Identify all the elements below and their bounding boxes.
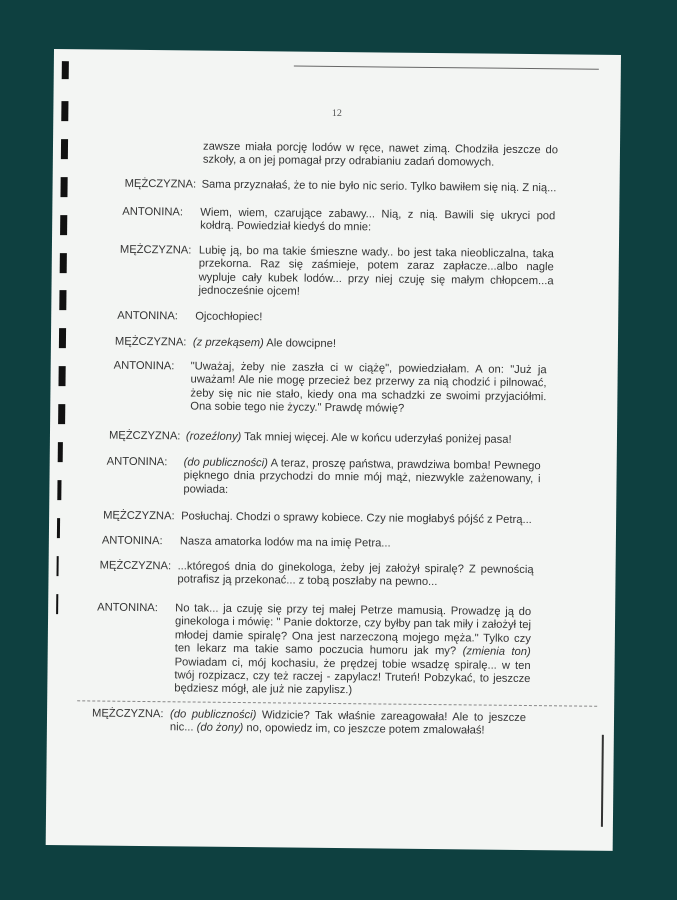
page-number: 12	[331, 107, 342, 120]
script-entry	[52, 205, 619, 234]
binding-hole	[58, 442, 63, 462]
stage-direction: (do żony)	[196, 721, 244, 735]
script-entry	[51, 359, 618, 415]
binding-hole	[61, 139, 68, 159]
binding-hole	[60, 253, 67, 273]
dialogue-line	[170, 708, 526, 739]
binding-hole	[59, 290, 66, 310]
script-entry	[52, 243, 619, 298]
binding-hole	[58, 404, 65, 424]
script-entry	[49, 534, 616, 550]
binding-hole	[57, 480, 61, 500]
speaker-label: ANTONINA:	[106, 455, 168, 469]
dialogue-line	[186, 430, 546, 447]
script-entry	[51, 335, 618, 350]
dialogue-line: zawsze miała porcję lodów w ręce, nawet zimą. Chodziła jeszcze do szkoły, a on jej pomagał przy odrabianiu zadań domowych.	[202, 140, 559, 170]
dialogue-text: no, opowiedz im, co jeszcze potem zmalowałaś!	[246, 722, 485, 737]
dialogue-line: Ojcochłopiec!	[195, 310, 263, 324]
script-entry	[47, 707, 614, 737]
speaker-label: ANTONINA:	[101, 534, 163, 548]
binding-hole	[60, 177, 67, 197]
dialogue-text: Widzicie? Tak właśnie zareagowała! Ale to jeszcze nic...	[169, 709, 527, 734]
speaker-label: MĘŻCZYZNA:	[91, 707, 164, 721]
speaker-label: MĘŻCZYZNA:	[124, 177, 197, 191]
script-entry	[50, 455, 617, 496]
stage-direction: (do publiczności)	[169, 708, 257, 722]
script-entry	[48, 601, 615, 697]
speaker-label: ANTONINA:	[122, 205, 184, 219]
top-rule	[294, 66, 599, 70]
dialogue-text: Powiadam ci, mój kochasiu, że prędzej tobie wsadzę spiralę... w ten twój rozpizacz, czy też raczej - zapylacz! Truteń! Pobzykać, to jeszcze będziesz mógł, ale już nie zapylisz.)	[174, 655, 531, 697]
margin-mark	[601, 735, 604, 827]
dialogue-line: "Uważaj, żeby nie zaszła ci w ciążę", powiedziałam. A on: "Już ja uważam! Ale nie mogę przecież bez przerwy za nią chodzić i pilnować, żeby się nic nie stało, kiedy ona ma schadzki ze swoimi przyjaciółmi. Ona sobie tego nie życzy." Prawdę mówię?	[190, 360, 547, 415]
script-entry	[53, 177, 620, 195]
dialogue-text: A teraz, proszę państwa, prawdziwa bomba! Pewnego pięknego dnia przychodzi do mnie mój mąż, niezwykle zażenowany, i powiada:	[183, 457, 541, 496]
speaker-label: MĘŻCZYZNA:	[108, 429, 181, 443]
speaker-label: ANTONINA:	[113, 359, 175, 373]
binding-hole	[62, 61, 69, 79]
script-entry	[49, 509, 616, 527]
speaker-label: MĘŻCZYZNA:	[119, 243, 192, 257]
dialogue-line: Posłuchaj. Chodzi o sprawy kobiece. Czy nie mogłabyś pójść z Petrą...	[181, 510, 532, 527]
dialogue-line	[193, 337, 548, 354]
speaker-label: MĘŻCZYZNA:	[114, 335, 187, 349]
script-body	[53, 139, 620, 737]
dialogue-line: Nasza amatorka lodów ma na imię Petra...	[179, 535, 391, 550]
dialogue-line: Lubię ją, bo ma takie śmieszne wady.. bo jest taka nieobliczalna, taka przekorna. Raz się zaśmieje, potem zaraz zapłacze...albo nagle wypluje cały kubek lodów... przy niej czuję się małym chłopcem...a jednocześnie ojcem!	[198, 244, 554, 298]
dialogue-line: ...któregoś dnia do ginekologa, żeby jej założył spiralę? Z pewnością potrafisz ją przekonać... z tobą poszłaby na pewno...	[177, 560, 534, 589]
script-entry	[49, 559, 616, 589]
speaker-label: ANTONINA:	[117, 309, 179, 323]
dialogue-text: Tak mniej więcej. Ale w końcu uderzyłaś poniżej pasa!	[244, 431, 512, 446]
script-entry	[50, 429, 617, 446]
speaker-label: ANTONINA:	[97, 601, 158, 615]
binding-hole	[57, 518, 60, 538]
dialogue-line: Wiem, wiem, czarujące zabawy... Nią, z nią. Bawili się ukryci pod kołdrą. Powiedział kiedyś do mnie:	[200, 206, 556, 234]
binding-hole	[56, 556, 58, 576]
speaker-label: MĘŻCZYZNA:	[103, 509, 175, 523]
dashed-divider	[77, 700, 597, 706]
dialogue-line	[183, 456, 540, 500]
binding-hole	[60, 215, 67, 235]
dialogue-line	[174, 602, 531, 700]
script-entry	[53, 139, 620, 170]
binding-holes	[46, 49, 84, 845]
dialogue-text: Ale dowcipne!	[266, 337, 337, 350]
speaker-label: MĘŻCZYZNA:	[99, 559, 172, 573]
document-page	[46, 49, 621, 851]
stage-direction: (z przekąsem)	[192, 336, 264, 350]
binding-hole	[59, 328, 66, 348]
dialogue-text: No tak... ja czuję się przy tej małej Petrze mamusią. Prowadzę ją do ginekologa i mówię: " Panie doktorze, czy byłby pan tak miły i założył tej młodej damie spiralę? Ona jest narzeczoną mojego męża." Tylko czy ten lekarz ma takie samo poczucia humoru jak my?	[174, 602, 532, 658]
dialogue-line: Sama przyznałaś, że to nie było nic serio. Tylko bawiłem się nią. Z nią...	[201, 178, 557, 195]
script-entry	[51, 309, 618, 324]
binding-hole	[56, 594, 58, 614]
binding-hole	[58, 366, 65, 386]
stage-direction: (zmienia ton)	[462, 645, 531, 659]
stage-direction: (rozeźlony)	[185, 430, 242, 444]
stage-direction: (do publiczności)	[183, 456, 268, 470]
